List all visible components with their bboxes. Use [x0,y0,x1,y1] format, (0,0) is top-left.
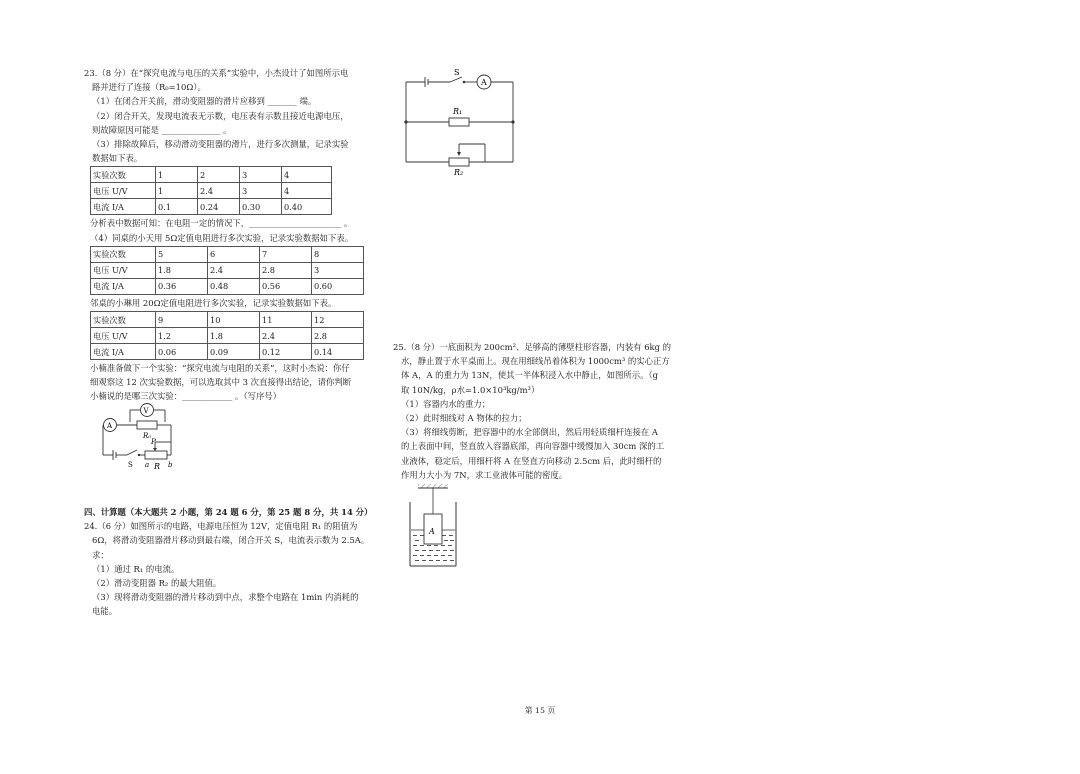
section-4 [84,505,384,619]
voltmeter-label: V [143,407,149,415]
q25-sub3a: （3）将细线剪断，把容器中的水全部倒出，然后用轻质细杆连接在 A [401,427,658,438]
table-cell: 实验次数 [91,312,156,328]
junction-dot-icon [404,120,407,123]
r1-label: R₁ [453,107,463,116]
q24-sub3a: （3）现将滑动变阻器的滑片移动到中点，求整个电路在 1min 内消耗的 [92,592,359,603]
q24-circuit-diagram [400,64,520,180]
table-row [91,199,332,215]
ammeter-label: A [481,78,487,87]
table-cell: 0.06 [156,344,208,360]
table-cell: 3 [240,183,282,199]
q25-sub2: （2）此时细线对 A 物体的拉力； [401,413,527,424]
q23-sub4: （4）同桌的小天用 5Ω定值电阻进行多次实验，记录实验数据如下表。 [90,232,354,243]
ammeter-label: A [107,422,113,430]
q24-line1: 24.（6 分）如图所示的电路，电源电压恒为 12V，定值电阻 R₁ 的阻值为 [84,521,358,532]
table-cell: 4 [282,167,332,183]
q23-neighbor: 邻桌的小琳用 20Ω定值电阻进行多次实验，记录实验数据如下表。 [90,297,337,308]
table-cell: 0.14 [312,344,364,360]
q23-sub1: （1）在闭合开关前，滑动变阻器的滑片应移到 _______ 端。 [92,96,317,107]
table-cell: 电压 U/V [91,262,156,278]
table-cell: 3 [240,167,282,183]
q25-sub3c: 业液体，稳定后，用细杆将 A 在竖直方向移动 2.5cm 后，此时细杆的 [401,455,662,466]
q25-block [393,340,693,482]
q24-sub3b: 电能。 [92,606,118,617]
q25-sub3d: 作用力大小为 7N，求工业液体可能的密度。 [401,469,568,480]
r2-label: R₂ [454,168,464,177]
page-footer: 第 15 页 [524,706,556,715]
q24-line2: 6Ω，将滑动变阻器滑片移动到最右端，闭合开关 S，电流表示数为 2.5A。 [92,535,370,546]
table-cell: 0.09 [208,344,260,360]
q23-sub3a: （3）排除故障后，移动滑动变阻器的滑片，进行多次测量，记录实验 [92,139,349,150]
ceiling-icon [418,484,448,488]
q24-sub2: （2）滑动变阻器 R₂ 的最大阻值。 [92,578,222,589]
table-cell: 0.40 [282,199,332,215]
table-cell: 0.56 [260,278,312,294]
q24-sub1: （1）通过 R₁ 的电流。 [92,563,180,574]
table-cell: 电流 I/A [91,344,156,360]
table-cell: 1 [156,183,198,199]
q23-end3: 小楠说的是哪三次实验：____________ 。（写序号） [90,391,282,402]
data-table-3 [90,311,364,360]
table-cell: 10 [208,312,260,328]
table-cell: 电压 U/V [91,183,156,199]
q25-line1: 25.（8 分）一底面积为 200cm²、足够高的薄壁柱形容器，内装有 6kg 的 [393,342,672,352]
table-cell: 实验次数 [91,167,156,183]
data-table-1 [90,166,332,215]
q23-sub3b: 数据如下表。 [92,153,143,164]
table-cell: 1.8 [156,262,208,278]
q23-circuit-diagram [95,398,190,472]
q23-analysis: 分析表中数据可知：在电阻一定的情况下，______________________ 。 [90,218,353,229]
table-cell: 0.30 [240,199,282,215]
terminal-b-label: b [168,461,173,469]
table-cell: 7 [260,246,312,262]
table-row [91,183,332,199]
q23-sub2b: 则故障原因可能是 ______________ 。 [92,124,232,135]
table-row [91,246,364,262]
table-cell: 12 [312,312,364,328]
table-cell: 1 [156,167,198,183]
switch-label: S [128,461,133,469]
table-cell: 0.1 [156,199,198,215]
rheostat-label: R [154,462,161,471]
q25-line4: 取 10N/kg，ρ水=1.0×10³kg/m³） [401,384,540,395]
table-cell: 1.2 [156,328,208,344]
block-a-label: A [429,527,435,536]
table-cell: 2.4 [208,262,260,278]
table-cell: 2.4 [260,328,312,344]
q23-line1: 23.（8 分）在“探究电流与电压的关系”实验中，小杰设计了如图所示电 [84,68,349,78]
table-cell: 9 [156,312,208,328]
table-row [91,328,364,344]
slider-arrow-icon [457,152,461,156]
table-row [91,167,332,183]
q24-line3: 求： [92,549,109,560]
slider-p-label: P [151,438,156,446]
q23-sub2a: （2）闭合开关，发现电流表无示数，电压表有示数且接近电源电压， [92,110,349,121]
switch-contact-icon [138,454,140,456]
table-cell: 2.4 [198,183,240,199]
q23-end1: 小楠准备做下一个实验：“探究电流与电阻的关系”，这时小杰说：你仔 [90,363,350,374]
table-cell: 2 [198,167,240,183]
table-cell: 0.12 [260,344,312,360]
switch-contact-icon [463,81,466,84]
table-row [91,262,364,278]
table-cell: 实验次数 [91,246,156,262]
table-cell: 4 [282,183,332,199]
q23-line2: 路并进行了连接（R₀=10Ω）。 [92,82,206,93]
table-cell: 2.8 [312,328,364,344]
table-cell: 0.24 [198,199,240,215]
terminal-a-label: a [145,461,150,469]
table-cell: 电流 I/A [91,278,156,294]
junction-dot-icon [511,120,514,123]
switch-label: S [454,68,460,77]
table-cell: 0.48 [208,278,260,294]
q23-end2: 细观察这 12 次实验数据，可以选取其中 3 次直接得出结论，请你判断 [90,377,352,388]
table-row [91,344,364,360]
q25-sub3b: 的上表面中间，竖直放入容器底部，再向容器中缓慢加入 30cm 深的工 [401,441,665,452]
q25-container-diagram [404,482,464,572]
table-cell: 5 [156,246,208,262]
table-cell: 3 [312,262,364,278]
data-table-2 [90,246,364,295]
table-cell: 2.8 [260,262,312,278]
q25-line2: 水，静止置于水平桌面上。现在用细线吊着体积为 1000cm³ 的实心正方 [401,356,670,367]
table-cell: 8 [312,246,364,262]
table-cell: 1.8 [208,328,260,344]
left-column [84,66,384,404]
table-cell: 0.60 [312,278,364,294]
r0-label: R₀ [143,432,152,440]
table-cell: 0.36 [156,278,208,294]
table-cell: 11 [260,312,312,328]
table-cell: 电压 U/V [91,328,156,344]
table-cell: 6 [208,246,260,262]
slider-arrow-icon [153,448,157,451]
q25-sub1: （1）容器内水的重力； [401,398,491,409]
table-cell: 电流 I/A [91,199,156,215]
q25-line3: 体 A，A 的重力为 13N，使其一半体积浸入水中静止，如图所示。（g [401,370,658,381]
table-row [91,278,364,294]
table-row [91,312,364,328]
section-4-title: 四、计算题（本大题共 2 小题，第 24 题 6 分，第 25 题 8 分，共 14 分） [84,507,373,517]
